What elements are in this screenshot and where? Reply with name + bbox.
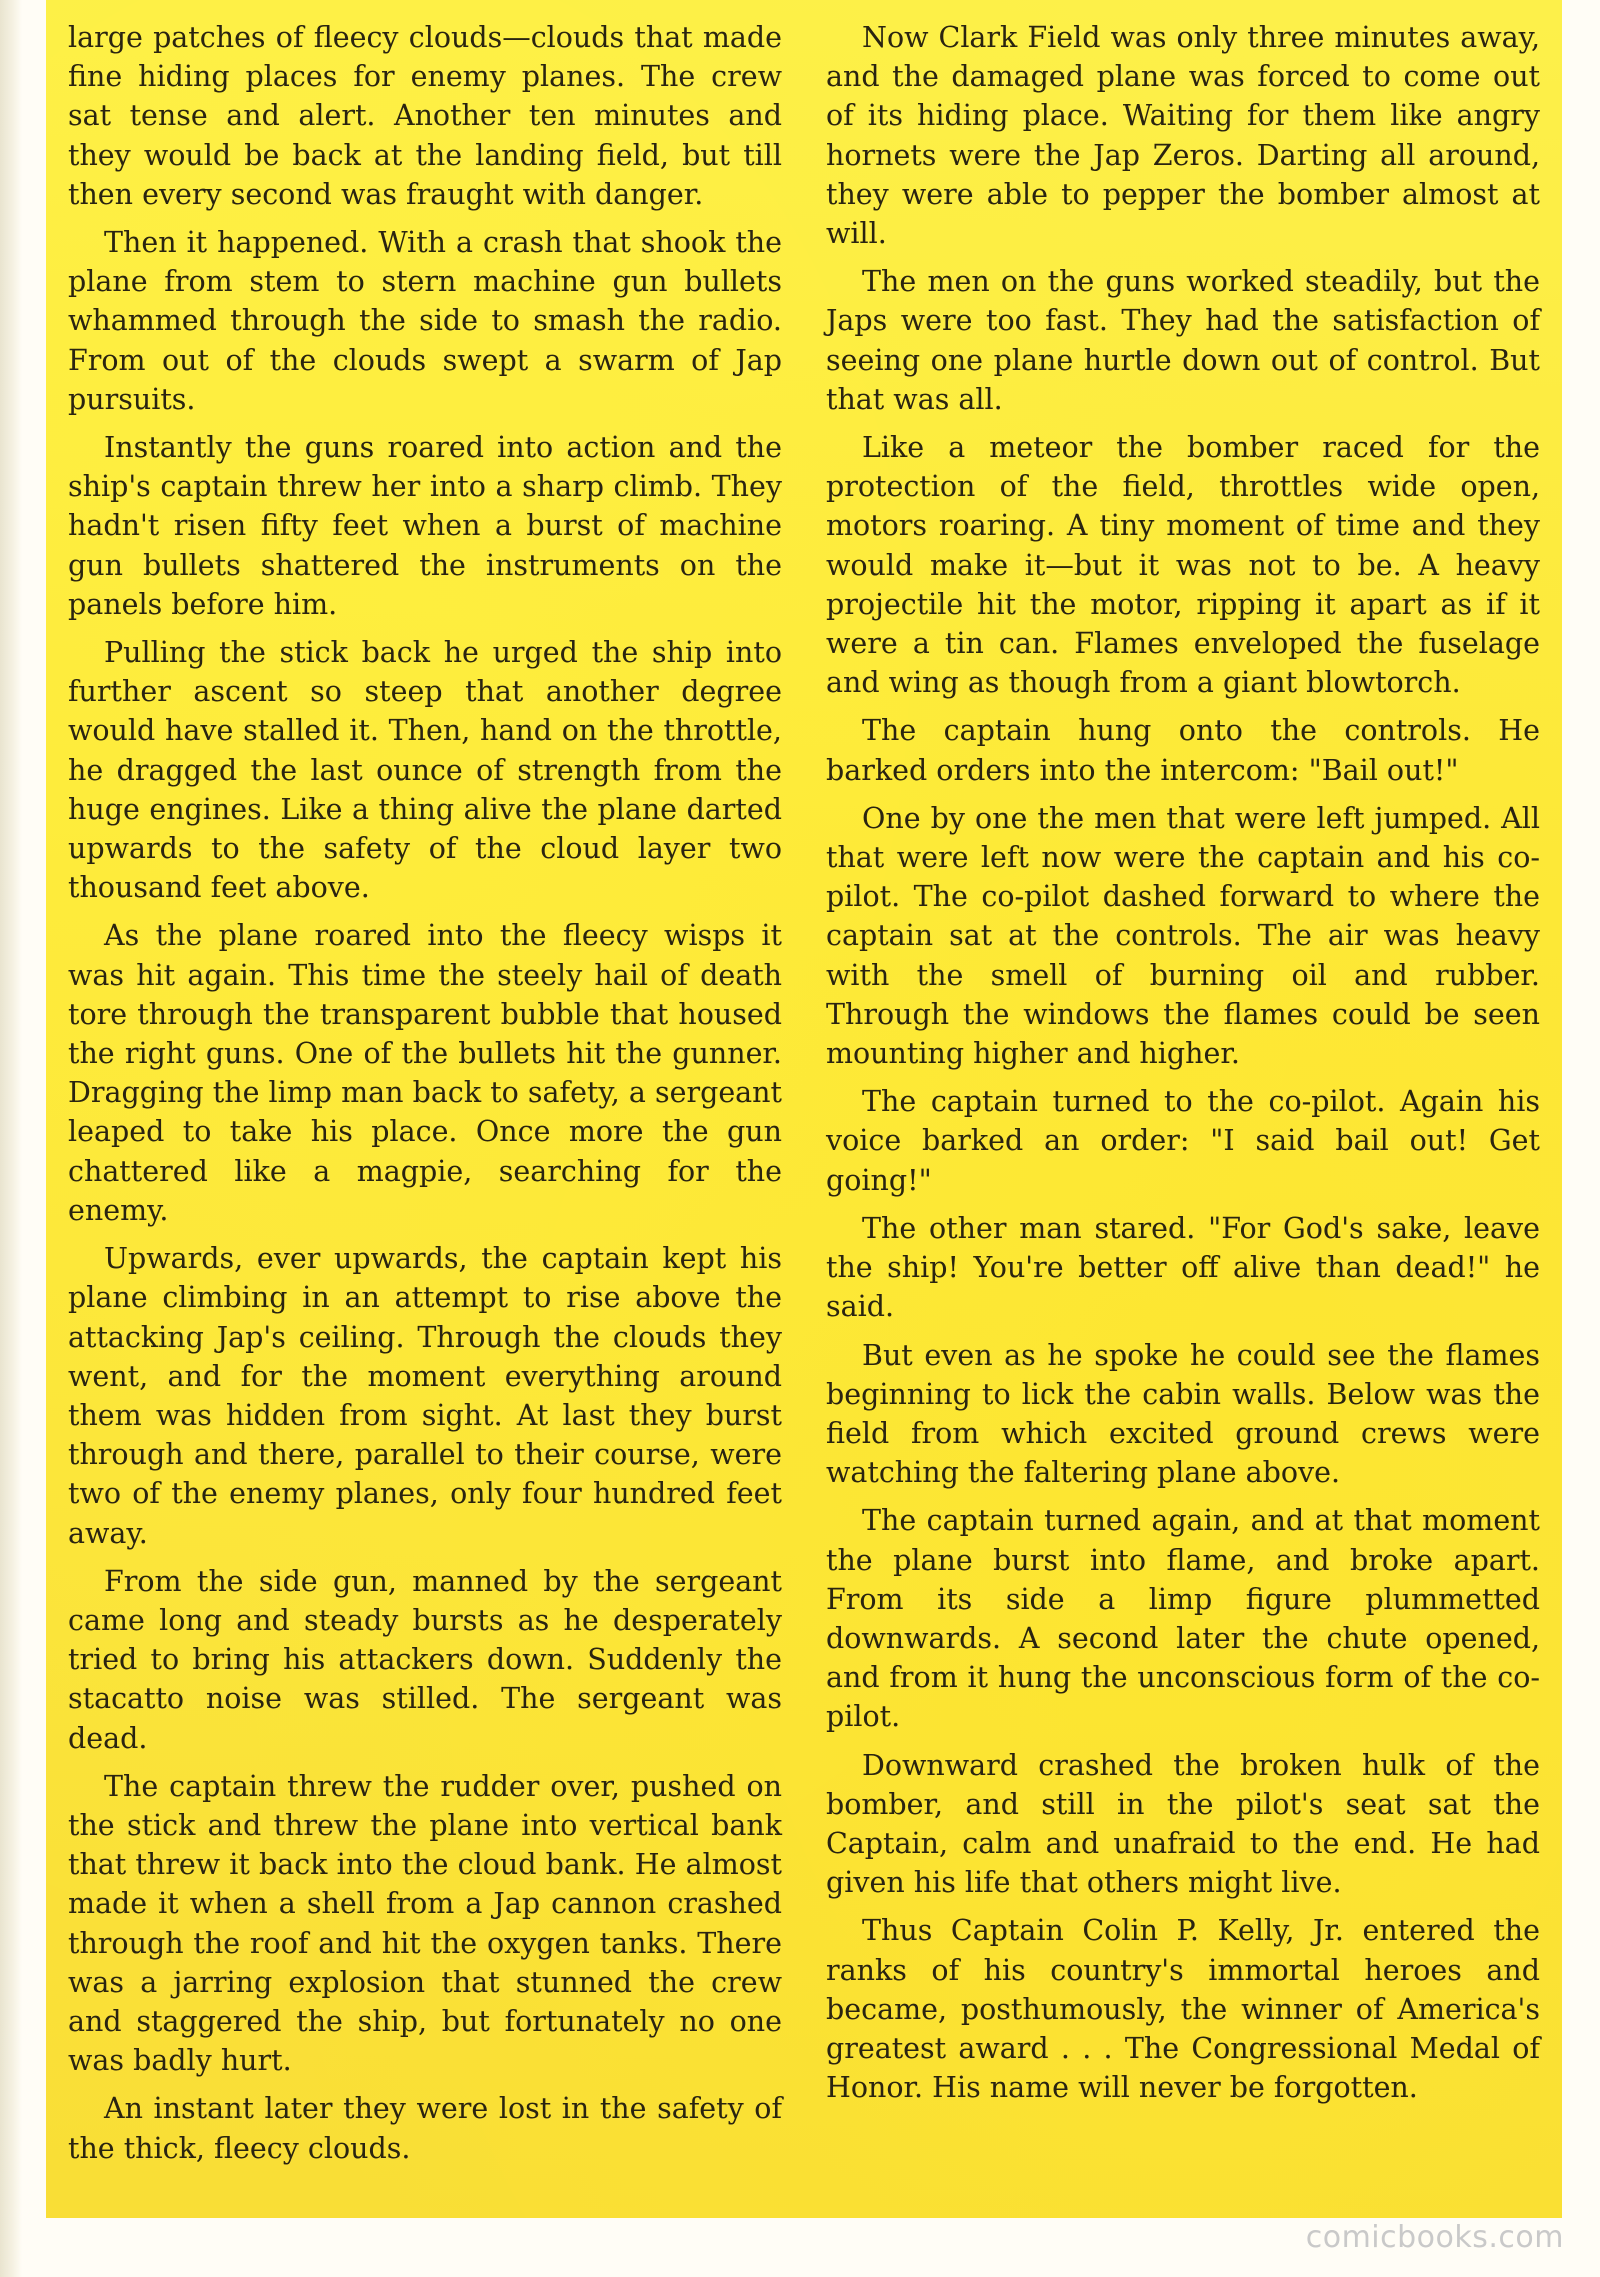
paragraph: The captain turned again, and at that moment the plane burst into flame, and broke apart. From its side a limp figure plummetted downwards. A second later the chute opened, and from it hung the unconscious form of the co-pilot.: [826, 1504, 1540, 1734]
page-binding-edge: [0, 0, 22, 2277]
paragraph: Pulling the stick back he urged the ship into further ascent so steep that another degree would have stalled it. Then, hand on the throttle, he dragged the last ounce of strength from the huge engines. Like a thing alive the plane darted upwards to the safety of the cloud layer two thousand feet above.: [68, 636, 782, 905]
paragraph: One by one the men that were left jumped. All that were left now were the captain and his co-pilot. The co-pilot dashed forward to where the captain sat at the controls. The air was heavy with the smell of burning oil and rubber. Through the windows the flames could be seen mounting higher and higher.: [826, 801, 1540, 1071]
paragraph: Instantly the guns roared into action and the ship's captain threw her into a sharp climb. They hadn't risen fifty feet when a burst of machine gun bullets shattered the instruments on the panels before him.: [68, 431, 782, 621]
left-text-column: [68, 18, 782, 2177]
paragraph: An instant later they were lost in the safety of the thick, fleecy clouds.: [68, 2092, 782, 2165]
paragraph: large patches of fleecy clouds—clouds that made fine hiding places for enemy planes. The crew sat tense and alert. Another ten minutes and they would be back at the landing field, but till then every second was fraught with danger.: [68, 21, 782, 211]
story-text-panel: [46, 0, 1562, 2218]
paragraph: From the side gun, manned by the sergeant came long and steady bursts as he desperately tried to bring his attackers down. Suddenly the stacatto noise was stilled. The sergeant was dead.: [68, 1564, 782, 1755]
paragraph: The captain turned to the co-pilot. Again his voice barked an order: "I said bail out! Get going!": [826, 1085, 1540, 1197]
paragraph: The captain hung onto the controls. He barked orders into the intercom: "Bail out!": [826, 714, 1540, 787]
paragraph: As the plane roared into the fleecy wisps it was hit again. This time the steely hail of death tore through the transparent bubble that housed the right guns. One of the bullets hit the gunner. Dragging the limp man back to safety, a sergeant leaped to take his place. Once more the gun chattered like a magpie, searching for the enemy.: [68, 919, 782, 1227]
paragraph: Now Clark Field was only three minutes away, and the damaged plane was forced to come out of its hiding place. Waiting for them like angry hornets were the Jap Zeros. Darting all around, they were able to pepper the bomber almost at will.: [826, 21, 1540, 251]
paragraph: Then it happened. With a crash that shook the plane from stem to stern machine gun bullets whammed through the side to smash the radio. From out of the clouds swept a swarm of Jap pursuits.: [68, 226, 782, 416]
paragraph: Like a meteor the bomber raced for the protection of the field, throttles wide open, motors roaring. A tiny moment of time and they would make it—but it was not to be. A heavy projectile hit the motor, ripping it apart as if it were a tin can. Flames enveloped the fuselage and wing as though from a giant blowtorch.: [826, 431, 1540, 700]
site-watermark: comicbooks.com: [1305, 2220, 1564, 2255]
paragraph: The men on the guns worked steadily, but the Japs were too fast. They had the satisfaction of seeing one plane hurtle down out of control. But that was all.: [826, 265, 1540, 416]
right-text-column: [826, 18, 1540, 2116]
paragraph: The captain threw the rudder over, pushed on the stick and threw the plane into vertical bank that threw it back into the cloud bank. He almost made it when a shell from a Jap cannon crashed through the roof and hit the oxygen tanks. There was a jarring explosion that stunned the crew and staggered the ship, but fortunately no one was badly hurt.: [68, 1769, 782, 2078]
paragraph: Downward crashed the broken hulk of the bomber, and still in the pilot's seat sat the Captain, calm and unafraid to the end. He had given his life that others might live.: [826, 1748, 1540, 1900]
paragraph: The other man stared. "For God's sake, leave the ship! You're better off alive than dead!" he said.: [826, 1211, 1540, 1324]
paragraph: Upwards, ever upwards, the captain kept his plane climbing in an attempt to rise above the attacking Jap's ceiling. Through the clouds they went, and for the moment everything around them was hidden from sight. At last they burst through and there, parallel to their course, were two of the enemy planes, only four hundred feet away.: [68, 1242, 782, 1550]
paragraph: But even as he spoke he could see the flames beginning to lick the cabin walls. Below was the field from which excited ground crews were watching the faltering plane above.: [826, 1338, 1540, 1490]
paragraph: Thus Captain Colin P. Kelly, Jr. entered the ranks of his country's immortal heroes and became, posthumously, the winner of America's greatest award . . . The Congressional Medal of Honor. His name will never be forgotten.: [826, 1914, 1540, 2105]
